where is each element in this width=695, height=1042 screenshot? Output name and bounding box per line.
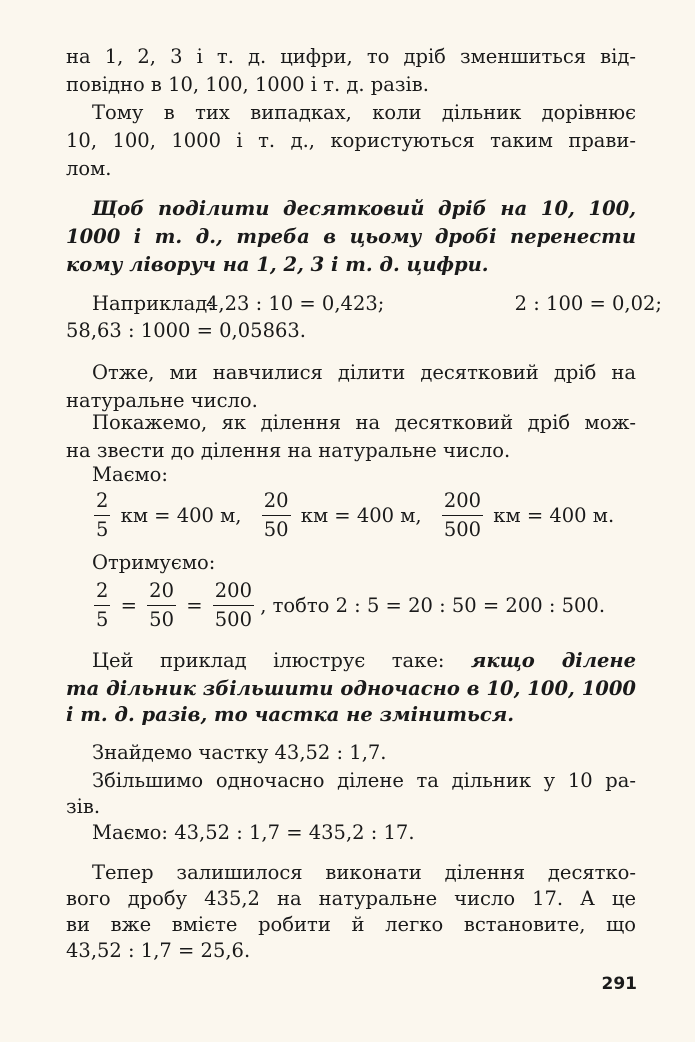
text-line: зів.: [66, 795, 101, 818]
text-line: повідно в 10, 100, 1000 і т. д. разів.: [66, 73, 429, 96]
fraction: $\frac{20}{50}$: [149, 579, 174, 631]
example-label: Наприклад:: [92, 292, 214, 315]
fraction: $\frac{2}{5}$: [96, 579, 109, 631]
rule-span: якщо ділене: [470, 649, 636, 672]
text-line: Збільшимо одночасно ділене та дільник у 10 ра-: [92, 769, 636, 792]
have-label: Маємо:: [92, 463, 168, 486]
text-line: вого дробу 435,2 на натуральне число 17. А це: [66, 887, 636, 910]
get-label: Отримуємо:: [92, 551, 216, 574]
rule-line: і т. д. разів, то частка не зміниться.: [66, 703, 515, 726]
equals-sign: =: [186, 594, 203, 617]
text-line: Покажемо, як ділення на десятковий дріб мож-: [92, 411, 636, 434]
example-expression: 2 : 100 = 0,02;: [514, 292, 662, 315]
text-line: Маємо: 43,52 : 1,7 = 435,2 : 17.: [92, 821, 415, 844]
text-line: натуральне число.: [66, 389, 258, 412]
fraction: $\frac{20}{50}$: [263, 489, 289, 541]
text-line: 10, 100, 1000 і т. д., користуються таким прави-: [66, 129, 636, 152]
fraction: $\frac{200}{500}$: [443, 489, 482, 541]
text-line: Знайдемо частку 43,52 : 1,7.: [92, 741, 387, 764]
equality-row: [90, 577, 605, 634]
equality-text: , тобто 2 : 5 = 20 : 50 = 200 : 500.: [260, 594, 606, 617]
rule-line: та дільник збільшити одночасно в 10, 100, 1000: [66, 677, 636, 700]
rule-line: Щоб поділити десятковий дріб на 10, 100,: [92, 197, 636, 220]
text-span: Цей приклад ілюструє таке:: [92, 649, 471, 672]
text-line: Тому в тих випадках, коли дільник дорівнює: [92, 101, 636, 124]
equals-sign: =: [120, 594, 137, 617]
example-line: 58,63 : 1000 = 0,05863.: [66, 319, 306, 342]
example-line: [66, 291, 662, 317]
text-line: Отже, ми навчилися ділити десятковий дріб на: [92, 361, 636, 384]
page-number: 291: [601, 974, 637, 994]
rule-line: кому ліворуч на 1, 2, 3 і т. д. цифри.: [66, 253, 489, 276]
text-line: 43,52 : 1,7 = 25,6.: [66, 939, 251, 962]
text-line: Тепер залишилося виконати ділення десятко-: [92, 861, 636, 884]
text-line: на 1, 2, 3 і т. д. цифри, то дріб зменшиться від-: [66, 45, 636, 68]
fraction: $\frac{200}{500}$: [214, 579, 252, 631]
text-line: лом.: [66, 157, 112, 180]
text-line: [66, 648, 636, 674]
fraction-text: км = 400 м.: [493, 504, 615, 527]
fractions-row: [90, 487, 614, 544]
fraction-text: км = 400 м,: [120, 504, 242, 527]
example-expression: 4,23 : 10 = 0,423;: [206, 292, 385, 315]
text-line: на звести до ділення на натуральне число.: [66, 439, 511, 462]
rule-line: 1000 і т. д., треба в цьому дробі перенести: [66, 225, 636, 248]
fraction: $\frac{2}{5}$: [96, 489, 109, 541]
fraction-text: км = 400 м,: [300, 504, 422, 527]
text-line: ви вже вмієте робити й легко встановите, що: [66, 913, 636, 936]
